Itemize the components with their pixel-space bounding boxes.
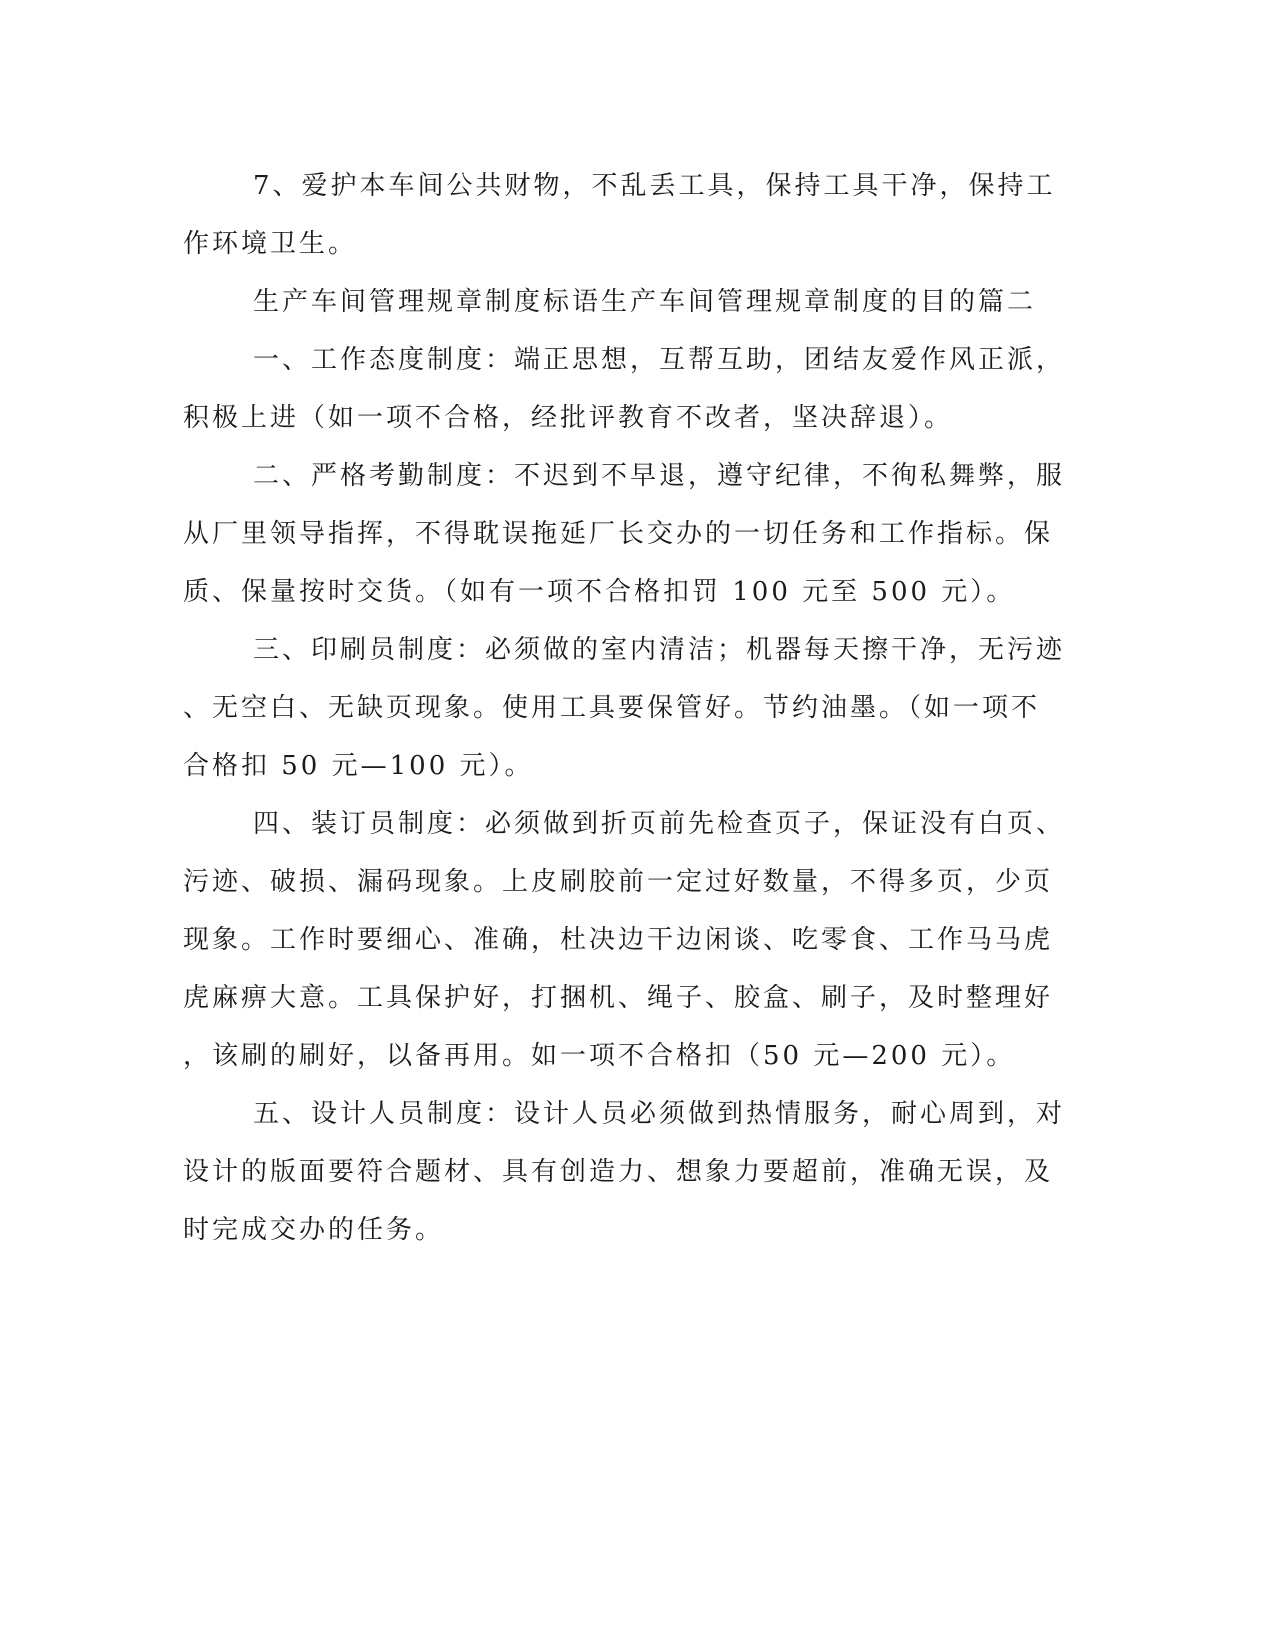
text-line: ，该刷的刷好，以备再用。如一项不合格扣（50 元—200 元）。 (183, 1041, 1016, 1071)
text-line: 合格扣 50 元—100 元）。 (183, 751, 534, 781)
text-line: 积极上进（如一项不合格，经批评教育不改者，坚决辞退）。 (183, 403, 954, 433)
section-heading: 生产车间管理规章制度标语生产车间管理规章制度的目的篇二 (253, 287, 1037, 317)
text-line: 从厂里领导指挥，不得耽误拖延厂长交办的一切任务和工作指标。保 (183, 519, 1054, 549)
text-line: 、无空白、无缺页现象。使用工具要保管好。节约油墨。（如一项不 (183, 693, 1041, 723)
text-line: 二、严格考勤制度：不迟到不早退，遵守纪律，不徇私舞弊，服 (253, 461, 1066, 491)
text-line: 时完成交办的任务。 (183, 1215, 445, 1245)
text-line: 五、设计人员制度：设计人员必须做到热情服务，耐心周到，对 (253, 1099, 1066, 1129)
text-line: 现象。工作时要细心、准确，杜决边干边闲谈、吃零食、工作马马虎 (183, 925, 1054, 955)
text-line: 三、印刷员制度：必须做的室内清洁；机器每天擦干净，无污迹 (253, 635, 1066, 665)
text-line: 四、装订员制度：必须做到折页前先检查页子，保证没有白页、 (253, 809, 1066, 839)
text-line: 污迹、破损、漏码现象。上皮刷胶前一定过好数量，不得多页，少页 (183, 867, 1054, 897)
document-body (183, 157, 1066, 1259)
text-line: 质、保量按时交货。（如有一项不合格扣罚 100 元至 500 元）。 (183, 577, 1016, 607)
text-line: 虎麻痹大意。工具保护好，打捆机、绳子、胶盒、刷子，及时整理好 (183, 983, 1054, 1013)
text-line: 一、工作态度制度：端正思想，互帮互助，团结友爱作风正派， (253, 345, 1066, 375)
text-line: 设计的版面要符合题材、具有创造力、想象力要超前，准确无误，及 (183, 1157, 1054, 1187)
text-line: 7、爱护本车间公共财物，不乱丢工具，保持工具干净，保持工 (253, 171, 1056, 201)
text-line: 作环境卫生。 (183, 229, 358, 259)
